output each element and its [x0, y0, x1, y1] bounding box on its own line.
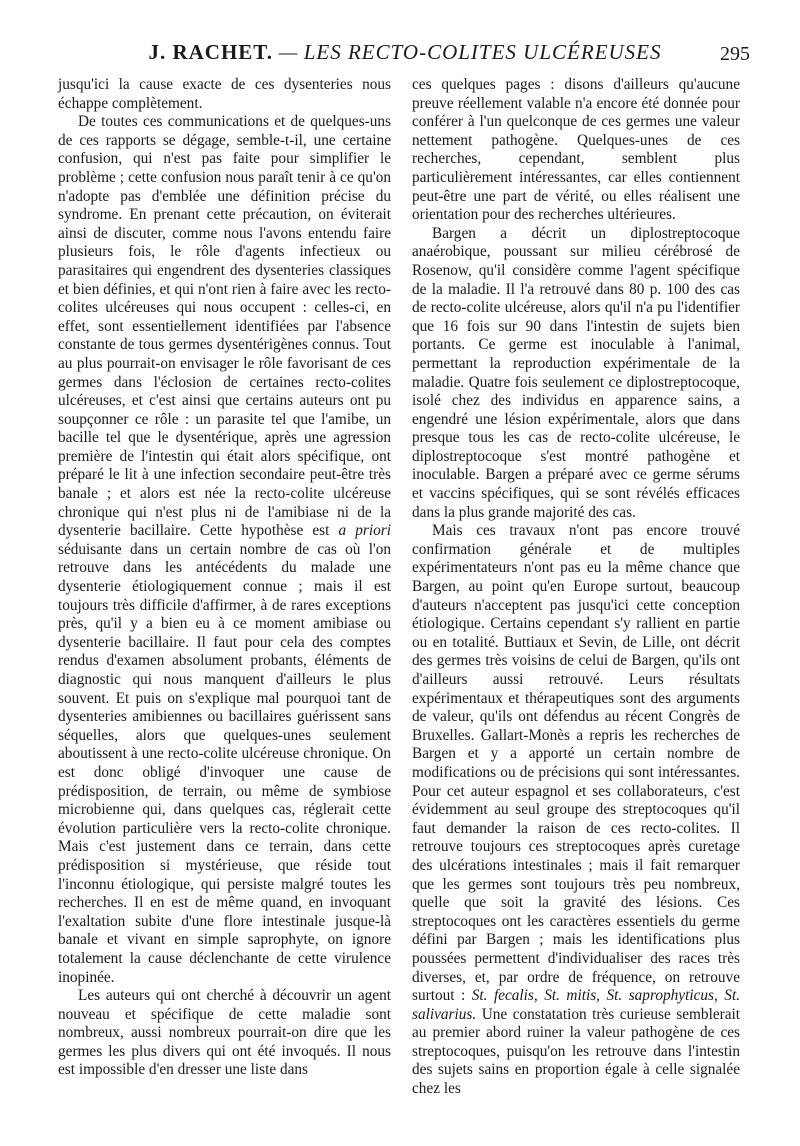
left-paragraph-2-text: De toutes ces communications et de quelques-uns de ces rapports se dégage, semble-t-il, une certaine confusion, qui n'est pas faite pour simplifier le problème ; cette confusion nous paraît tenir à ce qu'on n'adopte pas d'emblée une définition précise du syndrome. En prenant cette précaution, on éviterait ainsi de discuter, comme nous l'avons entendu faire plusieurs fois, le rôle d'agents infectieux ou parasitaires qui engendrent des dysenteries classiques et bien définies, et qui n'ont rien à faire avec les recto-colites ulcéreuses qui nous occupent : celles-ci, en effet, sont essentiellement identifiées par l'absence constante de tous germes dysentérigènes connus. Tout au plus pourrait-on envisager le rôle favorisant de ces germes dans l'éclosion de certaines recto-colites ulcéreuses, et c'est ainsi que certains auteurs ont pu soupçonner ce rôle : un parasite tel que l'amibe, un bacille tel que le dysentérique, après une agression première de l'intestin qui était alors spécifique, ont préparé le lit à une infection secondaire peut-être très banale ; et alors est née la recto-colite ulcéreuse chronique qui n'est plus ni de l'amibiase ni de la dysenterie bacillaire. Cette hypothèse est [58, 113, 391, 540]
right-paragraph-1: ces quelques pages : disons d'ailleurs qu'aucune preuve réellement valable n'a encore été donnée pour conférer à l'un quelconque de ces germes une valeur nettement pathogène. Quelques-unes de ces recherches, cependant, semblent plus particulièrement intéressantes, car elles contiennent peut-être une part de vérité, ou elles réalisent une orientation pour des recherches ultérieures. [412, 76, 740, 224]
header-dash: — [278, 40, 298, 64]
species-saprophyticus: St. saprophyticus, [606, 987, 718, 1005]
left-paragraph-2 [58, 113, 391, 987]
right-paragraph-3-end: Une constatation très curieuse semblerait au premier abord ruiner la valeur pathogène de ces streptocoques, puisqu'on les retrouve dans l'intestin des sujets sains en proportion égale à celle signalée chez les [412, 1005, 740, 1098]
page-header [60, 40, 750, 72]
left-paragraph-3: Les auteurs qui ont cherché à découvrir un agent nouveau et spécifique de cette maladie sont nombreux, aussi nombreux pourrait-on dire que les germes les plus divers qui ont été invoqués. Il nous est impossible d'en dresser une liste dans [58, 987, 391, 1079]
right-paragraph-3-text: Mais ces travaux n'ont pas encore trouvé confirmation générale et de multiples expérimentateurs n'ont pas eu la même chance que Bargen, au point qu'en Europe surtout, beaucoup d'auteurs n'acceptent pas jusqu'ici cette conception étiologique. Certains cependant s'y rallient en partie ou en totalité. Buttiaux et Sevin, de Lille, ont décrit des germes très voisins de celui de Bargen, qu'ils ont d'ailleurs aussi retrouvé. Leurs résultats expérimentaux et thérapeutiques sont des arguments de valeur, qu'ils ont défendus au récent Congrès de Bruxelles. Gallart-Monès a repris les recherches de Bargen et y a apporté un certain nombre de modifications ou de précisions qui sont intéressantes. Pour cet auteur espagnol et ses collaborateurs, c'est évidemment au seul groupe des streptocoques qu'il faut demander la raison de ces recto-colites. Il retrouve toujours ces streptocoques après curetage des ulcérations intestinales ; mais il fait remarquer que les germes sont toujours très peu nombreux, quelle que soit la gravité des lésions. Ces streptocoques ont les caractères essentiels du germe défini par Bargen ; mais les identifications plus poussées permettent d'individualiser des races très diverses, et, par ordre de fréquence, on retrouve surtout : [412, 522, 740, 1005]
running-head [60, 40, 750, 65]
left-paragraph-1: jusqu'ici la cause exacte de ces dysenteries nous échappe complètement. [58, 76, 391, 112]
species-salivarius: St. salivarius. [412, 987, 741, 1023]
right-paragraph-3 [412, 522, 740, 1098]
a-priori-italic: a priori [338, 522, 391, 540]
right-paragraph-2: Bargen a décrit un diplostreptocoque anaérobique, poussant sur milieu cérébrosé de Rosenow, qu'il considère comme l'agent spécifique de la maladie. Il l'a retrouvé dans 80 p. 100 des cas de recto-colite ulcéreuse, alors qu'il n'a pu l'identifier que 16 fois sur 90 dans l'intestin de sujets bien portants. Ce germe est inoculable à l'animal, permettant la reproduction expérimentale de la maladie. Quatre fois seulement ce diplostreptocoque, isolé chez des individus en apparence sains, a engendré une lésion expérimentale, alors que dans presque tous les cas de recto-colite ulcéreuse, le diplostreptocoque s'est montré pathogène et inoculable. Bargen a préparé avec ce germe sérums et vaccins spécifiques, qui se sont révélés efficaces dans la plus grande majorité des cas. [412, 224, 740, 521]
species-fecalis: St. fecalis, [471, 987, 538, 1005]
species-mitis: St. mitis, [544, 987, 600, 1005]
article-title: LES RECTO-COLITES ULCÉREUSES [303, 40, 662, 64]
author-name: J. RACHET. [148, 40, 274, 64]
left-column [58, 76, 391, 1080]
left-paragraph-2-end: séduisante dans un certain nombre de cas où l'on retrouve dans les antécédents du malade une dysenterie étiologiquement connue ; mais il est toujours très difficile d'affirmer, à de rares exceptions près, qu'il y a bien eu à ce moment amibiase ou dysenterie bacillaire. Il faut pour cela des comptes rendus d'examen absolument probants, éléments de diagnostic qui nous manquent d'ailleurs le plus souvent. Et puis on s'explique mal pourquoi tant de dysenteries amibiennes ou bacillaires guérissent sans séquelles, alors que quelques-unes seulement aboutissent à une recto-colite ulcéreuse chronique. On est donc obligé d'invoquer une cause de prédisposition, de terrain, ou même de symbiose microbienne qui, dans quelques cas, réglerait cette évolution particulière vers la recto-colite chronique. Mais c'est justement dans ce terrain, dans cette prédisposition si mystérieuse, que réside tout l'inconnu étiologique, qui persiste malgré toutes les recherches. Il en est de même quand, en invoquant l'exaltation subite d'une flore intestinale jusque-là banale et vivant en simple saprophyte, on ignore totalement la cause déclenchante de cette virulence inopinée. [58, 540, 391, 986]
right-column [412, 76, 740, 1099]
page-number: 295 [720, 43, 750, 65]
